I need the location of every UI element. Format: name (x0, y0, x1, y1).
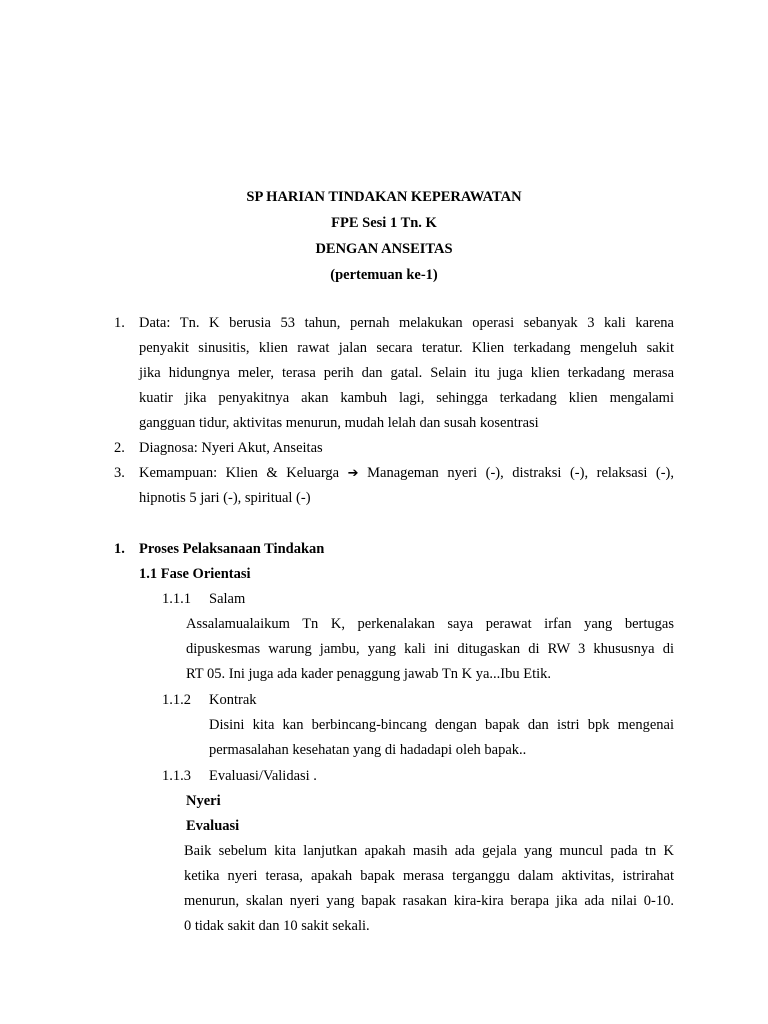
header-title: SP HARIAN TINDAKAN KEPERAWATAN (246, 189, 522, 205)
list-item-number: 1. (114, 315, 125, 331)
item-body (186, 612, 674, 687)
text-line: gangguan tidur, aktivitas menurun, mudah lelah dan susah kosentrasi (139, 415, 539, 431)
item-body (184, 839, 674, 939)
bold-label-nyeri: Nyeri (186, 793, 221, 809)
text-line: jika hidungnya meler, terasa perih dan gatal. Selain itu juga klien terkadang merasa (139, 365, 674, 381)
section-title: Proses Pelaksanaan Tindakan (139, 541, 325, 557)
text-line: RT 05. Ini juga ada kader penaggung jawab Tn K ya...Ibu Etik. (186, 666, 552, 682)
bold-label-evaluasi: Evaluasi (186, 818, 240, 834)
text-line: ketika nyeri terasa, apakah bapak merasa terganggu dalam aktivitas, istrirahat (184, 868, 674, 884)
text-line: 0 tidak sakit dan 10 sakit sekali. (184, 918, 370, 934)
text-line: Data: Tn. K berusia 53 tahun, pernah melakukan operasi sebanyak 3 kali karena (139, 315, 674, 331)
item-number: 1.1.2 (162, 692, 191, 708)
text-line: Baik sebelum kita lanjutkan apakah masih ada gejala yang muncul pada tn K (184, 843, 674, 859)
text-line: kuatir jika penyakitnya akan kambuh lagi, sehingga terkadang klien mengalami (139, 390, 674, 406)
subsection-title: 1.1 Fase Orientasi (139, 566, 251, 582)
list-item-diagnosa (139, 436, 674, 461)
header-session: (pertemuan ke-1) (330, 267, 438, 283)
arrow-right-icon: ➔ (347, 466, 359, 481)
item-number: 1.1.3 (162, 768, 191, 784)
list-item-kemampuan (139, 461, 674, 511)
item-title: Evaluasi/Validasi . (209, 768, 317, 784)
text-segment: Kemampuan: Klien & Keluarga (139, 465, 340, 481)
section-number: 1. (114, 541, 125, 557)
header-diagnosis: DENGAN ANSEITAS (315, 241, 453, 257)
text-line: menurun, skalan nyeri yang bapak rasakan kira-kira berapa jika ada nilai 0-10. (184, 893, 674, 909)
item-body (209, 713, 674, 763)
text-line: permasalahan kesehatan yang di hadadapi oleh bapak.. (209, 742, 527, 758)
header-subtitle: FPE Sesi 1 Tn. K (331, 215, 437, 231)
text-line: hipnotis 5 jari (-), spiritual (-) (139, 490, 311, 506)
text-segment: Manageman nyeri (-), distraksi (-), relaksasi (-), (367, 465, 675, 481)
item-number: 1.1.1 (162, 591, 191, 607)
text-line: dipuskesmas warung jambu, yang kali ini ditugaskan di RW 3 khususnya di (186, 641, 674, 657)
list-item-number: 2. (114, 440, 125, 456)
text-line: Assalamualaikum Tn K, perkenalakan saya perawat irfan yang bertugas (186, 616, 674, 632)
item-title: Salam (209, 591, 246, 607)
list-item-data (139, 311, 674, 436)
item-title: Kontrak (209, 692, 257, 708)
text-line (139, 461, 674, 486)
text-line: Diagnosa: Nyeri Akut, Anseitas (139, 440, 323, 456)
text-line: penyakit sinusitis, klien rawat jalan secara teratur. Klien terkadang mengeluh sakit (139, 340, 674, 356)
text-line: Disini kita kan berbincang-bincang dengan bapak dan istri bpk mengenai (209, 717, 674, 733)
document-header (0, 184, 768, 288)
list-item-number: 3. (114, 465, 125, 481)
